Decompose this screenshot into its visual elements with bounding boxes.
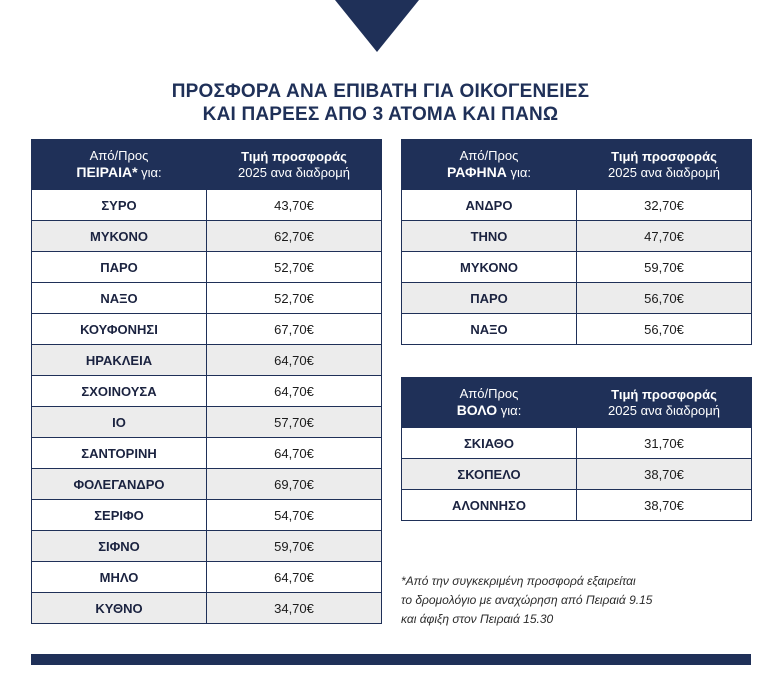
price-header-line-2: 2025 ανα διαδρομή bbox=[238, 164, 350, 180]
price-cell: 64,70€ bbox=[207, 562, 382, 593]
table-row bbox=[32, 376, 382, 407]
price-header-line-1: Τιμή προσφοράς bbox=[611, 148, 717, 164]
port-name: ΠΕΙΡΑΙΑ* bbox=[76, 164, 138, 180]
table-row bbox=[32, 345, 382, 376]
table-row bbox=[402, 428, 752, 459]
top-arrow-decoration bbox=[335, 0, 419, 52]
origin-header bbox=[32, 140, 207, 190]
destination-cell: ΗΡΑΚΛΕΙΑ bbox=[32, 345, 207, 376]
table-row bbox=[32, 593, 382, 624]
from-to-label: Από/Προς bbox=[459, 148, 519, 163]
price-header bbox=[207, 140, 382, 190]
price-cell: 59,70€ bbox=[207, 531, 382, 562]
destination-cell: ΝΑΞΟ bbox=[32, 283, 207, 314]
destination-cell: ΙΟ bbox=[32, 407, 207, 438]
table-row bbox=[402, 314, 752, 345]
price-cell: 56,70€ bbox=[577, 283, 752, 314]
table-row bbox=[32, 221, 382, 252]
price-cell: 47,70€ bbox=[577, 221, 752, 252]
piraeus-fare-table bbox=[31, 139, 382, 624]
from-to-label: Από/Προς bbox=[89, 148, 149, 163]
table-header-row bbox=[32, 140, 382, 190]
port-name: ΒΟΛΟ bbox=[456, 402, 498, 418]
page-title bbox=[0, 80, 761, 126]
price-cell: 57,70€ bbox=[207, 407, 382, 438]
destination-cell: ΑΛΟΝΝΗΣΟ bbox=[402, 490, 577, 521]
destination-cell: ΣΥΡΟ bbox=[32, 190, 207, 221]
table-row bbox=[32, 531, 382, 562]
price-header-line-1: Τιμή προσφοράς bbox=[241, 148, 347, 164]
table-row bbox=[402, 490, 752, 521]
origin-header bbox=[402, 140, 577, 190]
table-row bbox=[32, 469, 382, 500]
table-row bbox=[32, 190, 382, 221]
price-cell: 67,70€ bbox=[207, 314, 382, 345]
from-to-label: Από/Προς bbox=[459, 386, 519, 401]
volos-fare-table bbox=[401, 377, 752, 521]
for-label: για: bbox=[141, 165, 162, 180]
title-line-2: ΚΑΙ ΠΑΡΕΕΣ ΑΠΟ 3 ΑΤΟΜΑ ΚΑΙ ΠΑΝΩ bbox=[202, 104, 559, 125]
price-header-line-2: 2025 ανα διαδρομή bbox=[608, 402, 720, 418]
footnote bbox=[401, 572, 751, 629]
price-header-line-1: Τιμή προσφοράς bbox=[611, 386, 717, 402]
destination-cell: ΠΑΡΟ bbox=[402, 283, 577, 314]
destination-cell: ΣΚΙΑΘΟ bbox=[402, 428, 577, 459]
destination-cell: ΜΥΚΟΝΟ bbox=[402, 252, 577, 283]
bottom-bar-decoration bbox=[31, 654, 751, 665]
table-row bbox=[32, 283, 382, 314]
table-row bbox=[32, 438, 382, 469]
table-row bbox=[402, 459, 752, 490]
destination-cell: ΣΑΝΤΟΡΙΝΗ bbox=[32, 438, 207, 469]
table-row bbox=[402, 190, 752, 221]
table-row bbox=[402, 252, 752, 283]
destination-cell: ΚΥΘΝΟ bbox=[32, 593, 207, 624]
table-row bbox=[32, 500, 382, 531]
destination-cell: ΣΚΟΠΕΛΟ bbox=[402, 459, 577, 490]
destination-cell: ΜΥΚΟΝΟ bbox=[32, 221, 207, 252]
price-cell: 64,70€ bbox=[207, 376, 382, 407]
table-row bbox=[402, 221, 752, 252]
price-cell: 64,70€ bbox=[207, 345, 382, 376]
destination-cell: ΑΝΔΡΟ bbox=[402, 190, 577, 221]
for-label: για: bbox=[500, 403, 522, 418]
for-label: για: bbox=[510, 165, 531, 180]
price-header-line-2: 2025 ανα διαδρομή bbox=[608, 164, 720, 180]
table-header-row bbox=[402, 378, 752, 428]
price-cell: 69,70€ bbox=[207, 469, 382, 500]
price-cell: 38,70€ bbox=[577, 459, 752, 490]
price-header bbox=[577, 140, 752, 190]
footnote-line-1: *Από την συγκεκριμένη προσφορά εξαιρείται bbox=[401, 574, 636, 588]
destination-cell: ΜΗΛΟ bbox=[32, 562, 207, 593]
price-cell: 31,70€ bbox=[577, 428, 752, 459]
price-cell: 62,70€ bbox=[207, 221, 382, 252]
table-row bbox=[32, 252, 382, 283]
table-row bbox=[32, 314, 382, 345]
destination-cell: ΣΙΦΝΟ bbox=[32, 531, 207, 562]
price-cell: 32,70€ bbox=[577, 190, 752, 221]
price-header bbox=[577, 378, 752, 428]
rafina-fare-table bbox=[401, 139, 752, 345]
price-cell: 54,70€ bbox=[207, 500, 382, 531]
destination-cell: ΝΑΞΟ bbox=[402, 314, 577, 345]
destination-cell: ΠΑΡΟ bbox=[32, 252, 207, 283]
table-row bbox=[32, 407, 382, 438]
price-cell: 52,70€ bbox=[207, 252, 382, 283]
table-row bbox=[402, 283, 752, 314]
destination-cell: ΦΟΛΕΓΑΝΔΡΟ bbox=[32, 469, 207, 500]
price-cell: 38,70€ bbox=[577, 490, 752, 521]
price-cell: 64,70€ bbox=[207, 438, 382, 469]
destination-cell: ΣΕΡΙΦΟ bbox=[32, 500, 207, 531]
table-header-row bbox=[402, 140, 752, 190]
price-cell: 56,70€ bbox=[577, 314, 752, 345]
title-line-1: ΠΡΟΣΦΟΡΑ ΑΝΑ ΕΠΙΒΑΤΗ ΓΙΑ ΟΙΚΟΓΕΝΕΙΕΣ bbox=[171, 81, 590, 102]
destination-cell: ΤΗΝΟ bbox=[402, 221, 577, 252]
price-cell: 59,70€ bbox=[577, 252, 752, 283]
price-cell: 34,70€ bbox=[207, 593, 382, 624]
origin-header bbox=[402, 378, 577, 428]
footnote-line-3: και άφιξη στον Πειραιά 15.30 bbox=[401, 612, 554, 626]
port-name: ΡΑΦΗΝΑ bbox=[447, 164, 507, 180]
price-cell: 43,70€ bbox=[207, 190, 382, 221]
destination-cell: ΚΟΥΦΟΝΗΣΙ bbox=[32, 314, 207, 345]
footnote-line-2: το δρομολόγιο με αναχώρηση από Πειραιά 9.15 bbox=[401, 593, 653, 607]
price-cell: 52,70€ bbox=[207, 283, 382, 314]
table-row bbox=[32, 562, 382, 593]
destination-cell: ΣΧΟΙΝΟΥΣΑ bbox=[32, 376, 207, 407]
